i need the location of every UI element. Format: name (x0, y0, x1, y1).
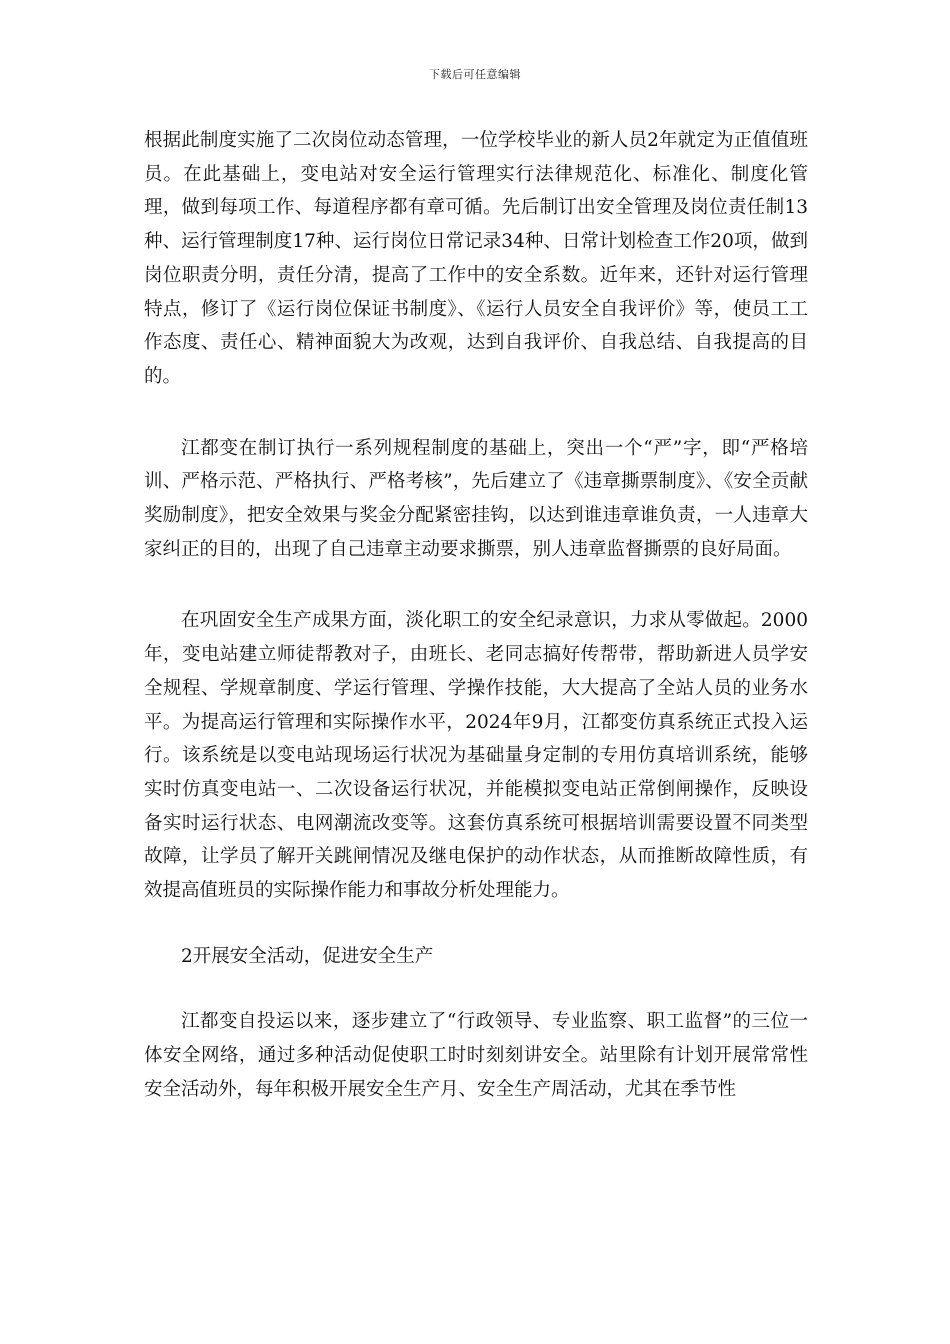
page-header: 下载后可任意编辑 (429, 68, 521, 81)
paragraph-safety-activities: 江都变自投运以来，逐步建立了“行政领导、专业监察、职工监督”的三位一体安全网络，通过多种活动促使职工时时刻刻讲安全。站里除有计划开展常常性安全活动外，每年积极开展安全生产月、安全生产周活动，尤其在季节性 (144, 1011, 808, 1100)
section-heading: 2开展安全活动，促进安全生产 (181, 945, 434, 967)
paragraph-continuation: 根据此制度实施了二次岗位动态管理，一位学校毕业的新人员2年就定为正值值班员。在此基础上，变电站对安全运行管理实行法律规范化、标准化、制度化管理，做到每项工作、每道程序都有章可循。先后制订出安全管理及岗位责任制13种、运行管理制度17种、运行岗位日常记录34种、日常计划检查工作20项，做到岗位职责分明，责任分清，提高了工作中的安全系数。近年来，还针对运行管理特点，修订了《运行岗位保证书制度》、《运行人员安全自我评价》等，使员工工作态度、责任心、精神面貌大为改观，达到自我评价、自我总结、自我提高的目的。 (144, 130, 808, 387)
paragraph-strict-rules: 江都变在制订执行一系列规程制度的基础上，突出一个“严”字，即“严格培训、严格示范、严格执行、严格考核”，先后建立了《违章撕票制度》、《安全贡献奖励制度》，把安全效果与奖金分配紧密挂钩，以达到谁违章谁负责，一人违章大家纠正的目的，出现了自己违章主动要求撕票，别人违章监督撕票的良好局面。 (144, 437, 808, 560)
paragraph-safety-results: 在巩固安全生产成果方面，淡化职工的安全纪录意识，力求从零做起。2000年，变电站建立师徒帮教对子，由班长、老同志搞好传帮带，帮助新进人员学安全规程、学规章制度、学运行管理、学操作技能，大大提高了全站人员的业务水平。为提高运行管理和实际操作水平，2024年9月，江都变仿真系统正式投入运行。该系统是以变电站现场运行状况为基础量身定制的专用仿真培训系统，能够实时仿真变电站一、二次设备运行状况，并能模拟变电站正常倒闸操作，反映设备实时运行状态、电网潮流改变等。这套仿真系统可根据培训需要设置不同类型故障，让学员了解开关跳闸情况及继电保护的动作状态，从而推断故障性质，有效提高值班员的实际操作能力和事故分析处理能力。 (144, 610, 808, 902)
document-body (144, 124, 808, 1107)
